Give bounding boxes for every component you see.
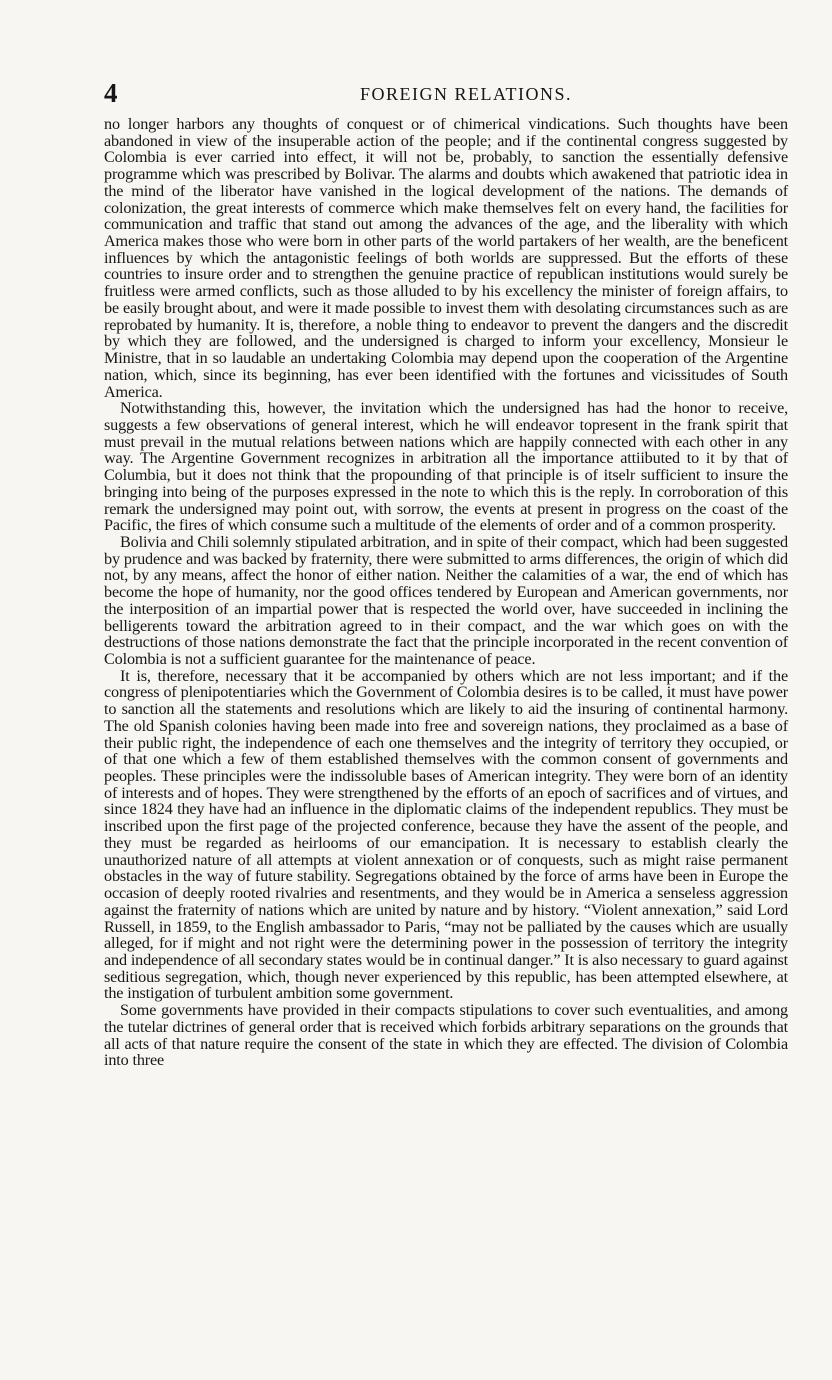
- paragraph-3: Bolivia and Chili solemnly stipulated arbitration, and in spite of their compact, which had been suggested by prudence and was backed by fraternity, there were submitted to arms differences, the origin of which did not, by any means, affect the honor of either nation. Neither the calamities of a war, the end of which has become the hope of humanity, nor the good offices tendered by European and American governments, nor the interposition of an impartial power that is respected the world over, have succeeded in inclining the belligerents toward the arbitration agreed to in their compact, and the war which goes on with the destructions of those nations demonstrate the fact that the principle incorporated in the recent convention of Colombia is not a sufficient guarantee for the maintenance of peace.: [104, 532, 788, 668]
- body-text: [104, 116, 788, 1069]
- paragraph-4: It is, therefore, necessary that it be accompanied by others which are not less important; and if the congress of plenipotentiaries which the Government of Colombia desires is to be called, it must have power to sanction all the statements and resolutions which are likely to aid the insuring of continental harmony. The old Spanish colonies having been made into free and sovereign nations, they proclaimed as a base of their public right, the independence of each one themselves and the integrity of territory they occupied, or of that one which a few of them established themselves with the common consent of governments and peoples. These principles were the indissoluble bases of American integrity. They were born of an identity of interests and of hopes. They were strengthened by the efforts of an epoch of sacrifices and of virtues, and since 1824 they have had an influence in the diplomatic claims of the independent republics. They must be inscribed upon the first page of the projected conference, because they have the assent of the people, and they must be regarded as heirlooms of our emancipation. It is necessary to establish clearly the unauthorized nature of all attempts at violent annexation or of conquests, such as might raise permanent obstacles in the way of future stability. Segregations obtained by the force of arms have been in Europe the occasion of deeply rooted rivalries and resentments, and they would be in America a senseless aggression against the fraternity of nations which are united by nature and by history. “Violent annexation,” said Lord Russell, in 1859, to the English ambassador to Paris, “may not be palliated by the causes which are usually alleged, for if might and not right were the determining power in the possession of territory the integrity and independence of all secondary states would be in continual danger.” It is also necessary to guard against seditious segregation, which, though never experienced by this republic, has been attempted elsewhere, at the instigation of turbulent ambition some government.: [104, 666, 788, 1003]
- paragraph-5: Some governments have provided in their compacts stipulations to cover such eventualities, and among the tutelar dictrines of general order that is received which forbids arbitrary separations on the grounds that all acts of that nature require the consent of the state in which they are effected. The division of Colombia into three: [104, 1001, 788, 1070]
- paragraph-1: no longer harbors any thoughts of conquest or of chimerical vindications. Such thoughts have been abandoned in view of the insuperable action of the people; and if the continental congress suggested by Colombia is ever carried into effect, it will not be, probably, to sanction the essentially defensive programme which was prescribed by Bolivar. The alarms and doubts which awakened that patriotic idea in the mind of the liberator have vanished in the logical development of the nations. The demands of colonization, the great interests of commerce which make themselves felt on every hand, the facilities for communication and traffic that stand out among the advances of the age, and the liberality with which America makes those who were born in other parts of the world partakers of her wealth, are the beneficent influences by which the antagonistic feelings of both worlds are suppressed. But the efforts of these countries to insure order and to strengthen the genuine practice of republican institutions would surely be fruitless were armed conflicts, such as those alluded to by his excellency the minister of foreign affairs, to be easily brought about, and were it made possible to invest them with desolating circumstances such as are reprobated by humanity. It is, therefore, a noble thing to endeavor to prevent the dangers and the discredit by which they are followed, and the undersigned is charged to inform your excellency, Monsieur le Ministre, that in so laudable an undertaking Colombia may depend upon the cooperation of the Argentine nation, which, since its beginning, has ever been identified with the fortunes and vicissitudes of South America.: [104, 115, 788, 401]
- page-header: [104, 74, 788, 114]
- running-title: FOREIGN RELATIONS.: [359, 84, 572, 104]
- page-number: 4: [104, 78, 118, 108]
- paragraph-2: Notwithstanding this, however, the invitation which the undersigned has had the honor to receive, suggests a few observations of general interest, which he will endeavor topresent in the frank spirit that must prevail in the mutual relations between nations which are happily connected with each other in any way. The Argentine Government recognizes in arbitration all the importance attiibuted to it by that of Columbia, but it does not think that the propounding of that principle is of itselr sufficient to insure the bringing into being of the purposes expressed in the note to which this is the reply. In corroboration of this remark the undersigned may point out, with sorrow, the events at present in progress on the coast of the Pacific, the fires of which consume such a multitude of the elements of order and of a common prosperity.: [104, 399, 788, 535]
